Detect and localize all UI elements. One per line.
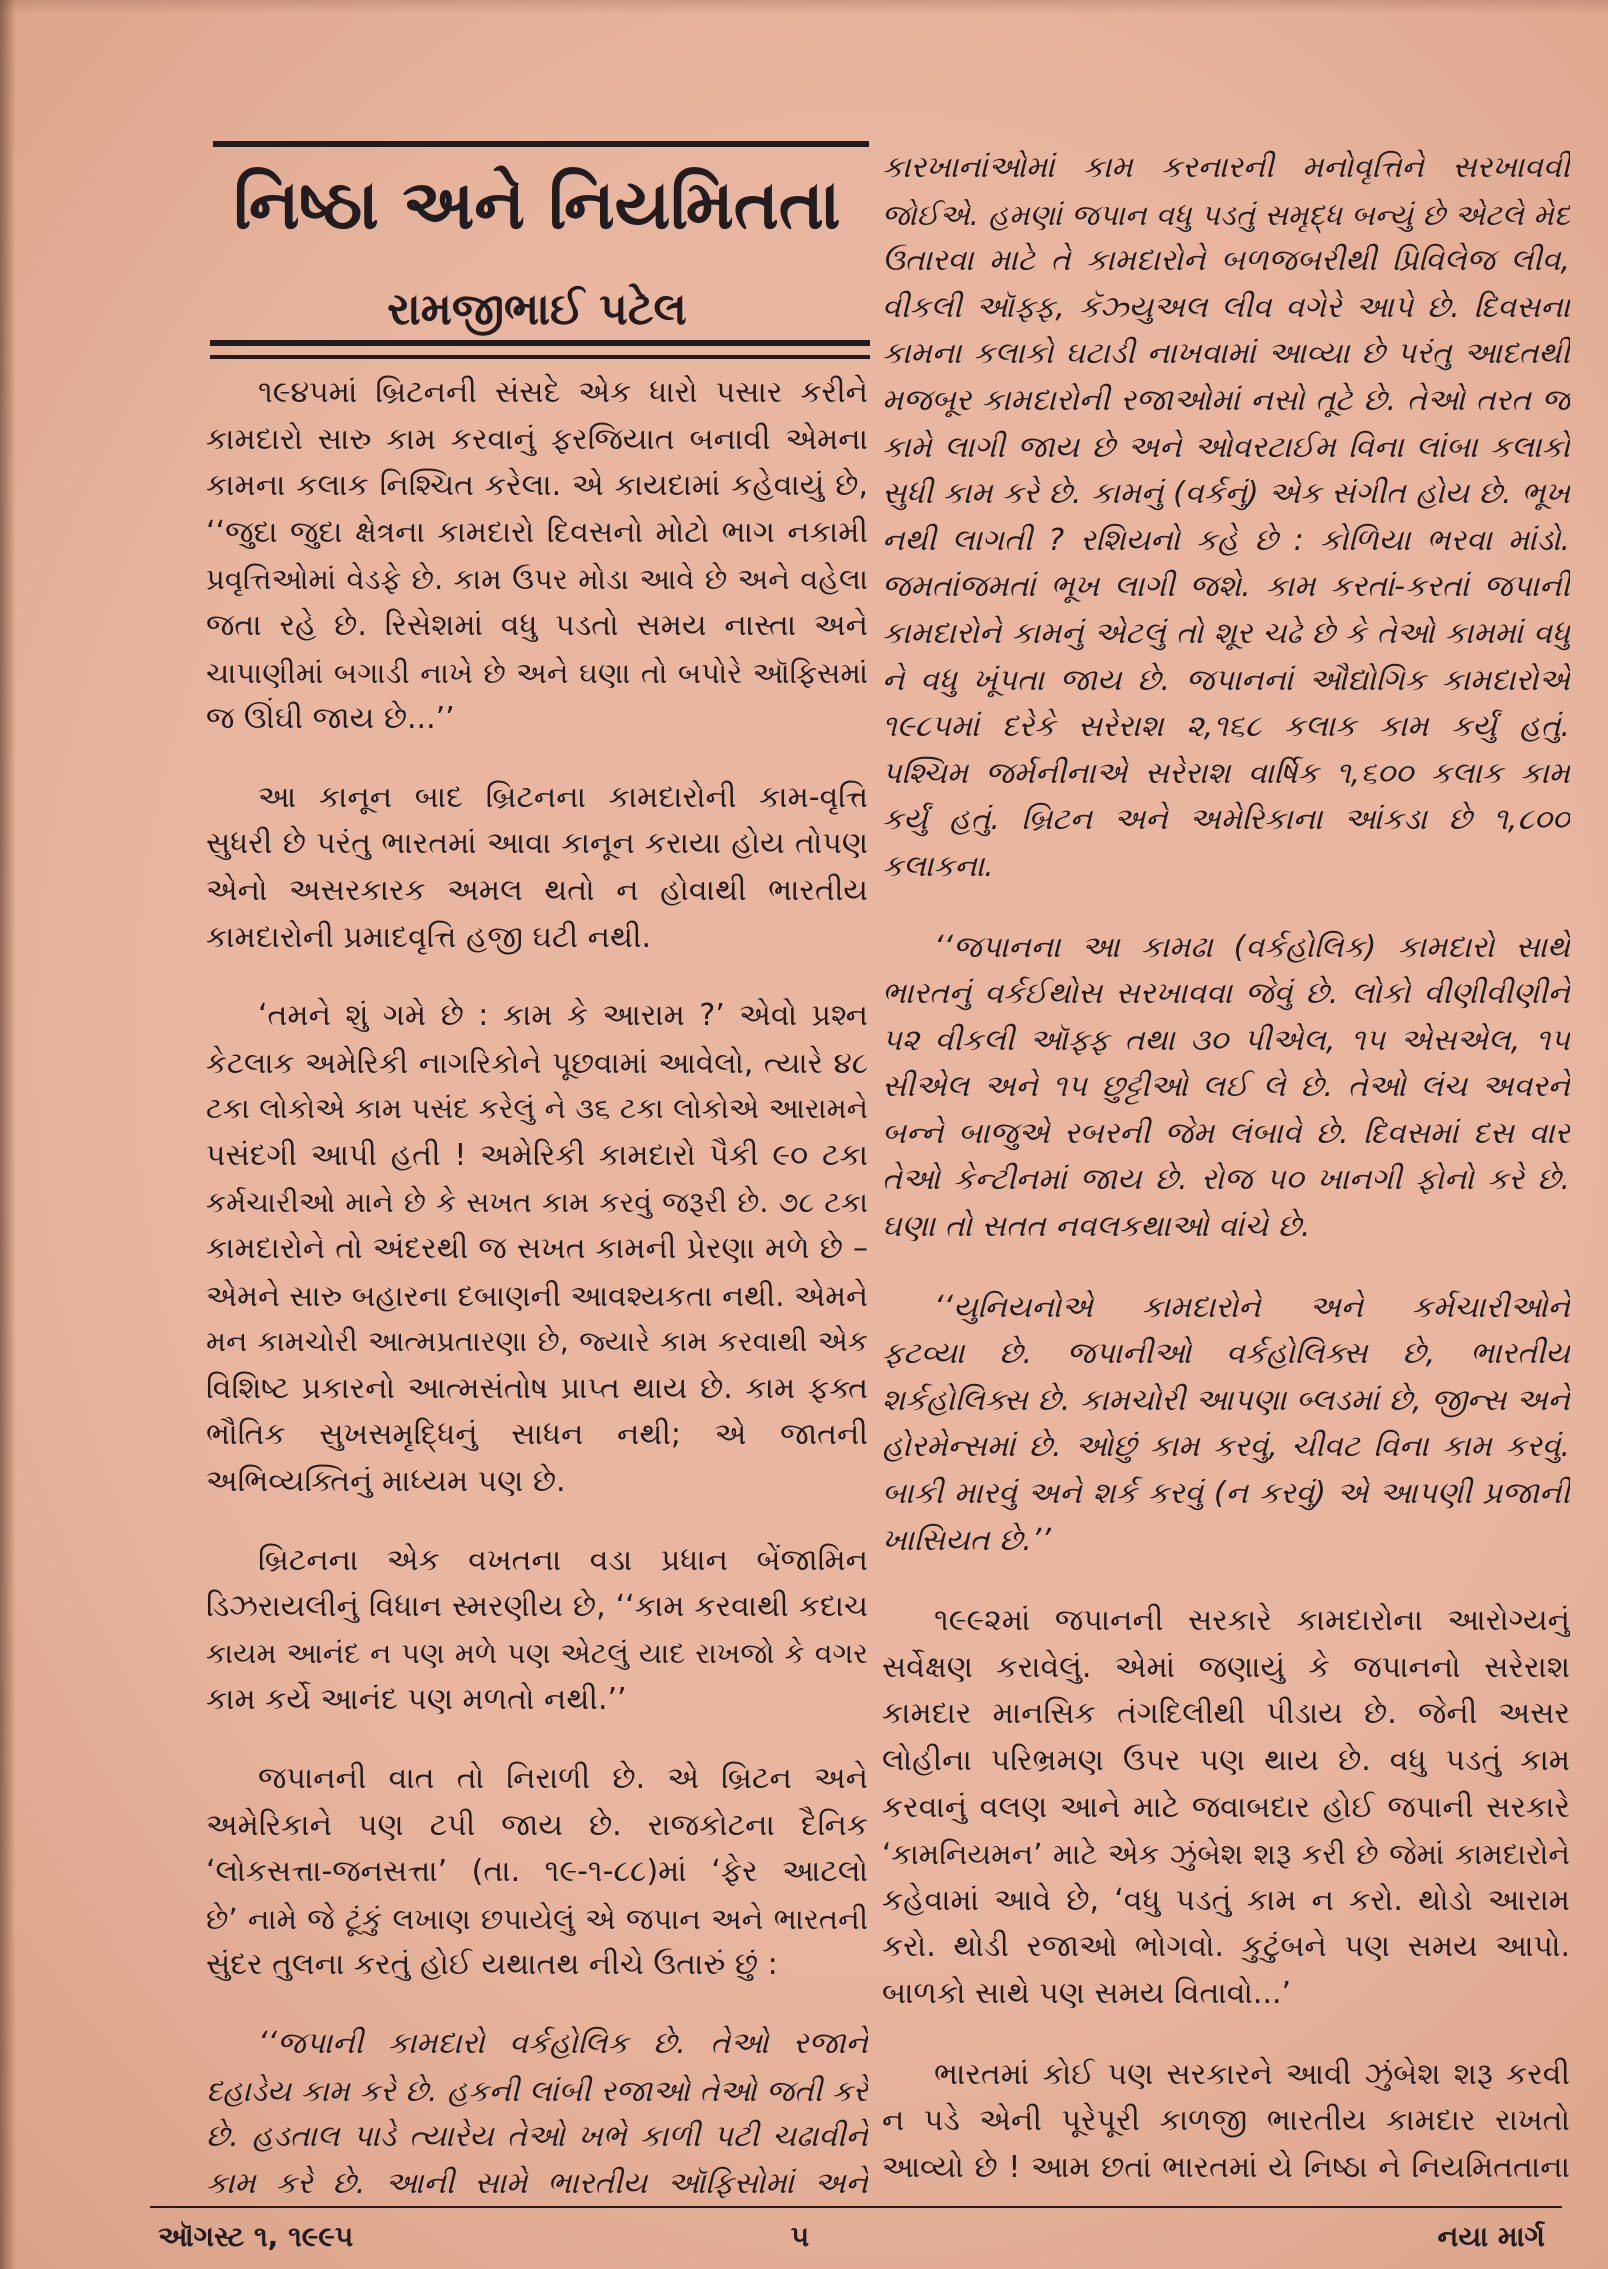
text-line: ન પડે એની પૂરેપૂરી કાળજી ભારતીય કામદાર રાખતો (882, 2103, 1570, 2139)
title-rule-top (213, 141, 869, 147)
footer-rule (150, 2206, 1562, 2208)
text-line: જતા રહે છે. રિસેશમાં વધુ પડતો સમય નાસ્તા અને (206, 607, 868, 643)
text-line: દહાડેય કામ કરે છે. હકની લાંબી રજાઓ તેઓ જતી કરે (206, 2073, 868, 2108)
text-line: ભારતનું વર્કઈથોસ સરખાવવા જેવું છે. લોકો વીણીવીણીને (882, 976, 1570, 1012)
text-line: છે. હડતાલ પાડે ત્યારેય તેઓ ખભે કાળી પટી ચઢાવીને (206, 2119, 868, 2155)
text-line: કેટલાક અમેરિકી નાગરિકોને પૂછવામાં આવેલો, ત્યારે ૪૮ (206, 1045, 868, 1080)
text-line: સુધી કામ કરે છે. કામનું (વર્કનું) એક સંગીત હોય છે. ભૂખ (882, 476, 1570, 512)
text-line: ‘‘જપાની કામદારો વર્કહોલિક છે. તેઓ રજાને (258, 2026, 868, 2061)
footer-date: ઑગસ્ટ ૧, ૧૯૯૫ (158, 2220, 354, 2253)
text-line: કામના કલાકો ઘટાડી નાખવામાં આવ્યા છે પરંતુ આદતથી (882, 336, 1570, 372)
paragraph (882, 1285, 1570, 1565)
text-line: ભારતમાં કોઈ પણ સરકારને આવી ઝુંબેશ શરૂ કરવી (934, 2056, 1570, 2092)
paragraph (206, 1756, 868, 1989)
text-line: કામદારોની પ્રમાદવૃત્તિ હજી ઘટી નથી. (206, 919, 652, 955)
text-line: લોહીના પરિભ્રમણ ઉપર પણ થાય છે. વધુ પડતું કામ (882, 1743, 1570, 1778)
paragraph (882, 925, 1570, 1251)
text-line: કામદાર માનસિક તંગદિલીથી પીડાય છે. જેની અસર (882, 1696, 1570, 1732)
text-line: શર્કહોલિક્સ છે. કામચોરી આપણા બ્લડમાં છે, જીન્સ અને (882, 1382, 1570, 1418)
text-line: આ કાનૂન બાદ બ્રિટનના કામદારોની કામ-વૃત્તિ (258, 779, 868, 815)
text-line: કામના કલાક નિશ્ચિત કરેલા. એ કાયદામાં કહેવાયું છે, (206, 468, 868, 504)
paragraph (206, 370, 868, 743)
text-line: નથી લાગતી ? રશિયનો કહે છે : કોળિયા ભરવા માંડો. (882, 522, 1570, 558)
article-title: નિષ્ઠા અને નિયમિતતા (233, 166, 841, 245)
text-line: ‘‘જપાનના આ કામઢા (વર્કહોલિક) કામદારો સાથે (934, 929, 1570, 965)
text-line: પસંદગી આપી હતી ! અમેરિકી કામદારો પૈકી ૯૦ ટકા (206, 1137, 868, 1173)
text-line: કલાકના. (882, 848, 994, 884)
text-line: ચાપાણીમાં બગાડી નાખે છે અને ઘણા તો બપોરે ઑફિસમાં (206, 655, 868, 690)
text-line: સર્વેક્ષણ કરાવેલું. એમાં જણાયું કે જપાનનો સરેરાશ (882, 1649, 1570, 1685)
text-line: બન્ને બાજુએ રબરની જેમ લંબાવે છે. દિવસમાં દસ વાર (882, 1115, 1570, 1151)
page-number: ૫ (790, 2220, 810, 2253)
paragraph (206, 775, 868, 961)
paragraph (206, 993, 868, 1506)
text-line: જમતાંજમતાં ભૂખ લાગી જશે. કામ કરતાં-કરતાં જપાની (882, 569, 1570, 605)
paragraph (882, 2052, 1570, 2192)
text-line: જ ઊંઘી જાય છે...’’ (206, 701, 455, 737)
paragraph (882, 145, 1570, 891)
text-line: કામદારો સારુ કામ કરવાનું ફરજિયાત બનાવી એમના (206, 421, 868, 457)
text-line: કરો. થોડી રજાઓ ભોગવો. કુટુંબને પણ સમય આપો. (882, 1929, 1570, 1965)
text-line: કામદારોને કામનું એટલું તો શૂર ચઢે છે કે તેઓ કામમાં વધુ (882, 615, 1570, 651)
text-line: આવ્યો છે ! આમ છતાં ભારતમાં યે નિષ્ઠા ને નિયમિતતાના (882, 2149, 1570, 2185)
paragraph (206, 1538, 868, 1724)
text-line: ‘‘યુનિયનોએ કામદારોને અને કર્મચારીઓને (934, 1289, 1570, 1325)
text-line: અમેરિકાને પણ ટપી જાય છે. રાજકોટના દૈનિક (206, 1807, 868, 1843)
text-line: મન કામચોરી આત્મપ્રતારણા છે, જ્યારે કામ કરવાથી એક (206, 1325, 868, 1359)
paragraph (206, 2021, 868, 2207)
text-line: વીકલી ઑફ્ફ, કૅઝ્યુઅલ લીવ વગેરે આપે છે. દિવસના (882, 289, 1570, 325)
text-line: ૧૯૯૨માં જપાનની સરકારે કામદારોના આરોગ્યનું (934, 1603, 1570, 1639)
text-line: કામદારોને તો અંદરથી જ સખત કામની પ્રેરણા મળે છે – (206, 1231, 868, 1267)
text-line: કામે લાગી જાય છે અને ઓવરટાઈમ વિના લાંબા કલાકો (882, 429, 1570, 465)
text-line: કરવાનું વલણ આને માટે જવાબદાર હોઈ જપાની સરકારે (882, 1789, 1570, 1825)
text-line: બાળકો સાથે પણ સમય વિતાવો...’ (882, 1975, 1292, 2011)
text-line: ૧૯૪૫માં બ્રિટનની સંસદે એક ધારો પસાર કરીને (258, 375, 868, 410)
text-line: ઘણા તો સતત નવલકથાઓ વાંચે છે. (882, 1209, 1311, 1245)
left-column (206, 370, 868, 2207)
text-line: ૫૨ વીકલી ઑફ્ફ તથા ૩૦ પીએલ, ૧૫ એસએલ, ૧૫ (882, 1022, 1570, 1058)
text-line: ડિઝરાયલીનું વિધાન સ્મરણીય છે, ‘‘કામ કરવાથી કદાચ (206, 1589, 868, 1625)
magazine-name: નયા માર્ગ (1437, 2220, 1545, 2253)
text-line: સીએલ અને ૧૫ છુટ્ટીઓ લઈ લે છે. તેઓ લંચ અવરને (882, 1069, 1570, 1105)
text-line: ‘તમને શું ગમે છે : કામ કે આરામ ?’ એવો પ્રશ્ન (258, 998, 868, 1034)
text-line: ‘‘જુદા જુદા ક્ષેત્રના કામદારો દિવસનો મોટો ભાગ નકામી (206, 514, 868, 550)
title-rule-double-thick (210, 340, 870, 346)
text-line: ટકા લોકોએ કામ પસંદ કરેલું ને ૩૬ ટકા લોકોએ આરામને (206, 1092, 868, 1126)
text-line: કર્યું હતું. બ્રિટન અને અમેરિકાના આંકડા છે ૧,૮૦૦ (882, 802, 1570, 838)
text-line: ઉતારવા માટે તે કામદારોને બળજબરીથી પ્રિવિલેજ લીવ, (882, 243, 1570, 279)
text-line: કામ કર્યે આનંદ પણ મળતો નથી.’’ (206, 1682, 627, 1718)
text-line: મજબૂર કામદારોની રજાઓમાં નસો તૂટે છે. તેઓ તરત જ (882, 382, 1570, 418)
text-line: વિશિષ્ટ પ્રકારનો આત્મસંતોષ પ્રાપ્ત થાય છે. કામ ફક્ત (206, 1370, 868, 1406)
text-line: કહેવામાં આવે છે, ‘વધુ પડતું કામ ન કરો. થોડો આરામ (882, 1882, 1570, 1918)
text-line: બ્રિટનના એક વખતના વડા પ્રધાન બેંજામિન (258, 1542, 868, 1578)
text-line: સુંદર તુલના કરતું હોઈ યથાતથ નીચે ઉતારું છું : (206, 1947, 778, 1983)
text-line: પ્રવૃત્તિઓમાં વેડફે છે. કામ ઉપર મોડા આવે છે અને વહેલા (206, 562, 868, 597)
text-line: ખાસિયત છે.’’ (882, 1522, 1051, 1558)
author-name: રામજીભાઈ પટેલ (387, 284, 687, 335)
text-line: કામ કરે છે. આની સામે ભારતીય ઑફિસોમાં અને (206, 2165, 868, 2201)
text-line: છે’ નામે જે ટૂંકું લખાણ છપાયેલું એ જપાન અને ભારતની (206, 1901, 868, 1936)
text-line: ૧૯૮૫માં દરેકે સરેરાશ ૨,૧૬૮ કલાક કામ કર્યું હતું. (882, 709, 1570, 745)
text-line: ને વધુ ખૂંપતા જાય છે. જપાનનાં ઔદ્યોગિક કામદારોએ (882, 662, 1570, 698)
text-line: ફટવ્યા છે. જપાનીઓ વર્કહોલિક્સ છે, ભારતીય (882, 1336, 1570, 1372)
text-line: બાકી મારવું અને શર્ક કરવું (ન કરવું) એ આપણી પ્રજાની (882, 1476, 1570, 1512)
text-line: પશ્ચિમ જર્મનીનાએ સરેરાશ વાર્ષિક ૧,૬૦૦ કલાક કામ (882, 755, 1570, 791)
text-line: એમને સારુ બહારના દબાણની આવશ્યકતા નથી. એમને (206, 1278, 868, 1313)
title-rule-double-thin (210, 355, 870, 359)
text-line: સુધરી છે પરંતુ ભારતમાં આવા કાનૂન કરાયા હોય તોપણ (206, 826, 868, 862)
text-line: અભિવ્યક્તિનું માધ્યમ પણ છે. (206, 1464, 566, 1500)
text-line: જપાનની વાત તો નિરાળી છે. એ બ્રિટન અને (258, 1761, 868, 1797)
text-line: ‘લોકસત્તા-જનસત્તા’ (તા. ૧૯-૧-૮૮)માં ‘ફેર આટલો (206, 1854, 868, 1890)
text-line: કારખાનાંઓમાં કામ કરનારની મનોવૃત્તિને સરખાવવી (882, 150, 1570, 185)
text-line: જોઈએ. હમણાં જપાન વધુ પડતું સમૃદ્ધ બન્યું છે એટલે મેદ (882, 197, 1570, 232)
text-line: હોરમેન્સમાં છે. ઓછું કામ કરવું, ચીવટ વિના કામ કરવું. (882, 1429, 1570, 1465)
text-line: ‘કામનિયમન’ માટે એક ઝુંબેશ શરૂ કરી છે જેમાં કામદારોને (882, 1837, 1570, 1872)
text-line: કર્મચારીઓ માને છે કે સખત કામ કરવું જરૂરી છે. ૭૮ ટકા (206, 1185, 868, 1219)
text-line: કાયમ આનંદ ન પણ મળે પણ એટલું યાદ રાખજો કે વગર (206, 1636, 868, 1670)
paragraph (882, 1598, 1570, 2017)
text-line: એનો અસરકારક અમલ થતો ન હોવાથી ભારતીય (206, 872, 868, 908)
text-line: તેઓ કેન્ટીનમાં જાય છે. રોજ ૫૦ ખાનગી ફોનો કરે છે. (882, 1162, 1570, 1198)
right-column (882, 145, 1570, 2191)
text-line: ભૌતિક સુખસમૃદ્ધિનું સાધન નથી; એ જાતની (206, 1417, 868, 1453)
